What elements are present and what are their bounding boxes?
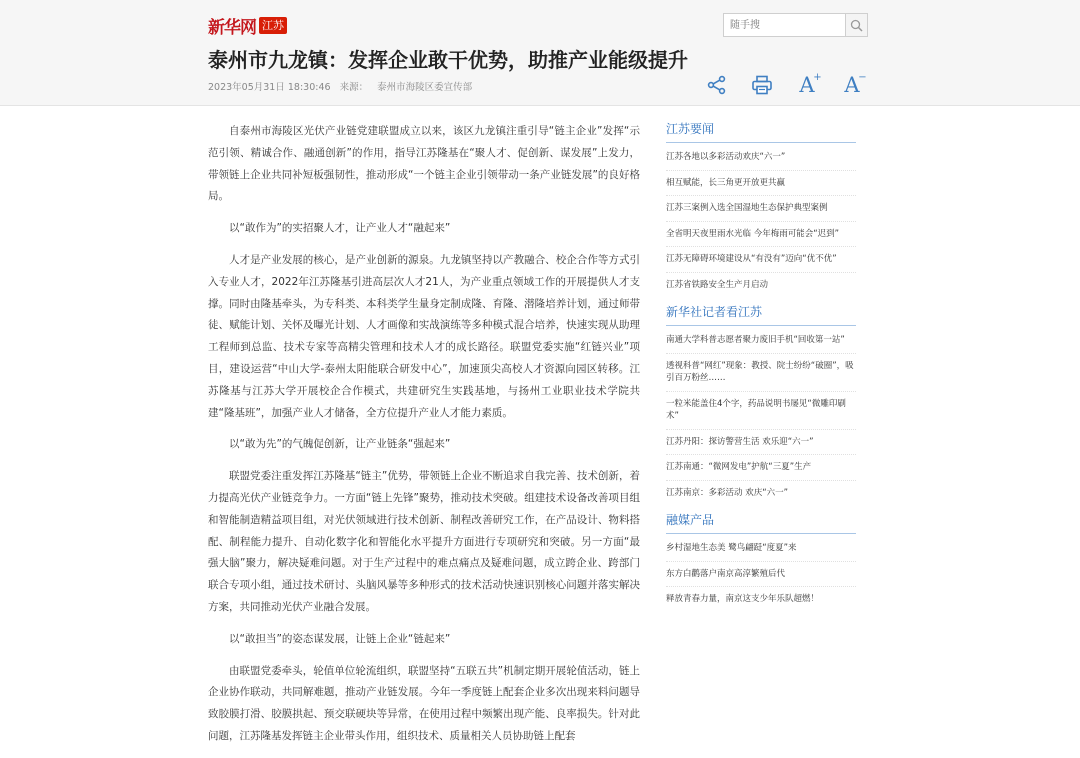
font-decrease-icon[interactable]: A − xyxy=(844,71,867,97)
sidebar-news-link[interactable]: 乡村湿地生态美 鹭鸟翩跹“度夏”来 xyxy=(666,542,856,562)
sidebar-news-link[interactable]: 江苏省铁路安全生产月启动 xyxy=(666,279,769,290)
sidebar-section-title[interactable]: 江苏要闻 xyxy=(666,120,856,143)
page-title: 泰州市九龙镇：发挥企业敢干优势，助推产业能级提升 xyxy=(208,48,688,72)
share-icon[interactable] xyxy=(707,75,727,95)
sidebar-news-link[interactable]: 释放青春力量，南京这支少年乐队超燃！ xyxy=(666,594,820,604)
sidebar-news-link[interactable]: 江苏丹阳：探访警营生活 欢乐迎“六一” xyxy=(666,436,856,456)
font-increase-button[interactable] xyxy=(794,72,820,98)
region-badge[interactable]: 江苏 xyxy=(259,17,287,34)
sidebar-news-link[interactable]: 相互赋能，长三角更开放更共赢 xyxy=(666,177,856,197)
font-increase-icon[interactable]: A + xyxy=(799,71,822,97)
sidebar-list xyxy=(666,151,856,297)
article-paragraph: 自泰州市海陵区光伏产业链党建联盟成立以来，该区九龙镇注重引导“链主企业”发挥“示范引领、精诚合作、融通创新”的作用，指导江苏隆基在“聚人才、促创新、谋发展”上发力，带领链上企业共同补短板强韧性，推动形成“一个链主企业引领带动一条产业链发展”的良好格局。 xyxy=(208,125,640,203)
site-logo[interactable] xyxy=(208,14,287,36)
sidebar-list xyxy=(666,542,856,612)
sidebar-section-media xyxy=(666,511,856,612)
sidebar-news-link[interactable]: 东方白鹳落户南京高淳繁殖后代 xyxy=(666,568,856,588)
source-label: 来源： xyxy=(339,82,369,93)
sidebar-section-title[interactable]: 融媒产品 xyxy=(666,511,856,534)
sidebar-news-link[interactable]: 江苏无障碍环境建设从“有没有”迈向“优不优” xyxy=(666,253,856,273)
sidebar-news-link[interactable]: 一粒米能盖住4个字，药品说明书屡见“微雕印刷术” xyxy=(666,398,856,430)
article-paragraph: 联盟党委注重发挥江苏隆基“链主”优势，带领链上企业不断追求自我完善、技术创新，着力提高光伏产业链竞争力。一方面“链上先锋”聚势，推动技术突破。组建技术设备改善项目组和智能制造精益项目组，对光伏领域进行技术创新、制程改善研究工作，在产品设计、物料搭配、制程能力提升、自动化数字化和智能化水平提升方面进行专项研究和突破。另一方面“最强大脑”聚力，解决疑难问题。对于生产过程中的难点痛点及疑难问题，成立跨企业、跨部门联合专项小组，通过技术研讨、头脑风暴等多种形式的技术活动快速识别核心问题并落实解决方案，共同推动光伏产业融合发展。 xyxy=(208,470,640,613)
article-body xyxy=(208,121,640,758)
article-subheading: 以“敢担当”的姿态谋发展，让链上企业“链起来” xyxy=(229,632,451,645)
search-button[interactable] xyxy=(845,14,867,36)
page-header xyxy=(0,0,1080,106)
search-box xyxy=(723,13,868,37)
article-paragraph: 人才是产业发展的核心，是产业创新的源泉。九龙镇坚持以产教融合、校企合作等方式引入专业人才，2022年江苏隆基引进高层次人才21人，为产业重点领域工作的开展提供人才支撑。同时由隆基牵头，为专科类、本科类学生量身定制成隆、育隆、潜隆培养计划，通过师带徒、赋能计划、关怀及曝光计划、人才画像和实战演练等多种模式混合培养，快速实现从助理工程师到总监、技术专家等高精尖管理和技术人才的成长路径。联盟党委实施“红链兴业”项目，建设运营“中山大学-泰州太阳能联合研发中心”，加速顶尖高校人才资源向园区转移。江苏隆基与江苏大学开展校企合作模式，共建研究生实践基地，与扬州工业职业技术学院共建“隆基班”，加强产业人才储备，全方位提升产业人才能力素质。 xyxy=(208,253,640,419)
article-subheading: 以“敢作为”的实招聚人才，让产业人才“融起来” xyxy=(229,222,451,235)
font-decrease-button[interactable] xyxy=(839,72,865,98)
sidebar-news-link[interactable]: 江苏南京：多彩活动 欢庆“六一” xyxy=(666,487,789,498)
sidebar-news-link[interactable]: 全省明天夜里雨水光临 今年梅雨可能会“迟到” xyxy=(666,228,856,248)
publish-date: 2023年05月31日 18:30:46 xyxy=(208,82,331,93)
article-paragraph: 由联盟党委牵头，轮值单位轮流组织，联盟坚持“五联五共”机制定期开展轮值活动，链上企业协作联动，共同解难题，推动产业链发展。今年一季度链上配套企业多次出现来料问题导致胶膜打滑、胶膜拱起、预交联硬块等异常，在使用过程中频繁出现产能、良率损失。针对此问题，江苏隆基发挥链主企业带头作用，组织技术、质量相关人员协助链上配套 xyxy=(208,664,640,742)
article-meta xyxy=(208,79,478,93)
logo-text[interactable]: 新华网 xyxy=(208,17,256,38)
article-subheading: 以“敢为先”的气魄促创新，让产业链条“强起来” xyxy=(229,438,451,451)
sidebar-news-link[interactable]: 南通大学科普志愿者聚力废旧手机“回收第一站” xyxy=(666,334,856,354)
search-input[interactable] xyxy=(724,14,845,36)
sidebar-news-link[interactable]: 江苏南通：“微网发电”护航“三夏”生产 xyxy=(666,461,856,481)
sidebar xyxy=(666,120,856,618)
sidebar-section-jiangsu-news xyxy=(666,120,856,297)
share-button[interactable] xyxy=(704,72,730,98)
article-toolbar xyxy=(704,72,865,98)
sidebar-section-title[interactable]: 新华社记者看江苏 xyxy=(666,303,856,326)
sidebar-list xyxy=(666,334,856,505)
sidebar-news-link[interactable]: 透视科普“网红”现象：教授、院士纷纷“破圈”，吸引百万粉丝…… xyxy=(666,360,856,392)
source-name: 泰州市海陵区委宣传部 xyxy=(377,82,473,93)
print-button[interactable] xyxy=(749,72,775,98)
search-icon[interactable] xyxy=(850,19,863,32)
sidebar-news-link[interactable]: 江苏各地以多彩活动欢庆“六一” xyxy=(666,151,856,171)
sidebar-news-link[interactable]: 江苏三案例入选全国湿地生态保护典型案例 xyxy=(666,202,856,222)
sidebar-section-reporters xyxy=(666,303,856,505)
print-icon[interactable] xyxy=(751,75,773,95)
